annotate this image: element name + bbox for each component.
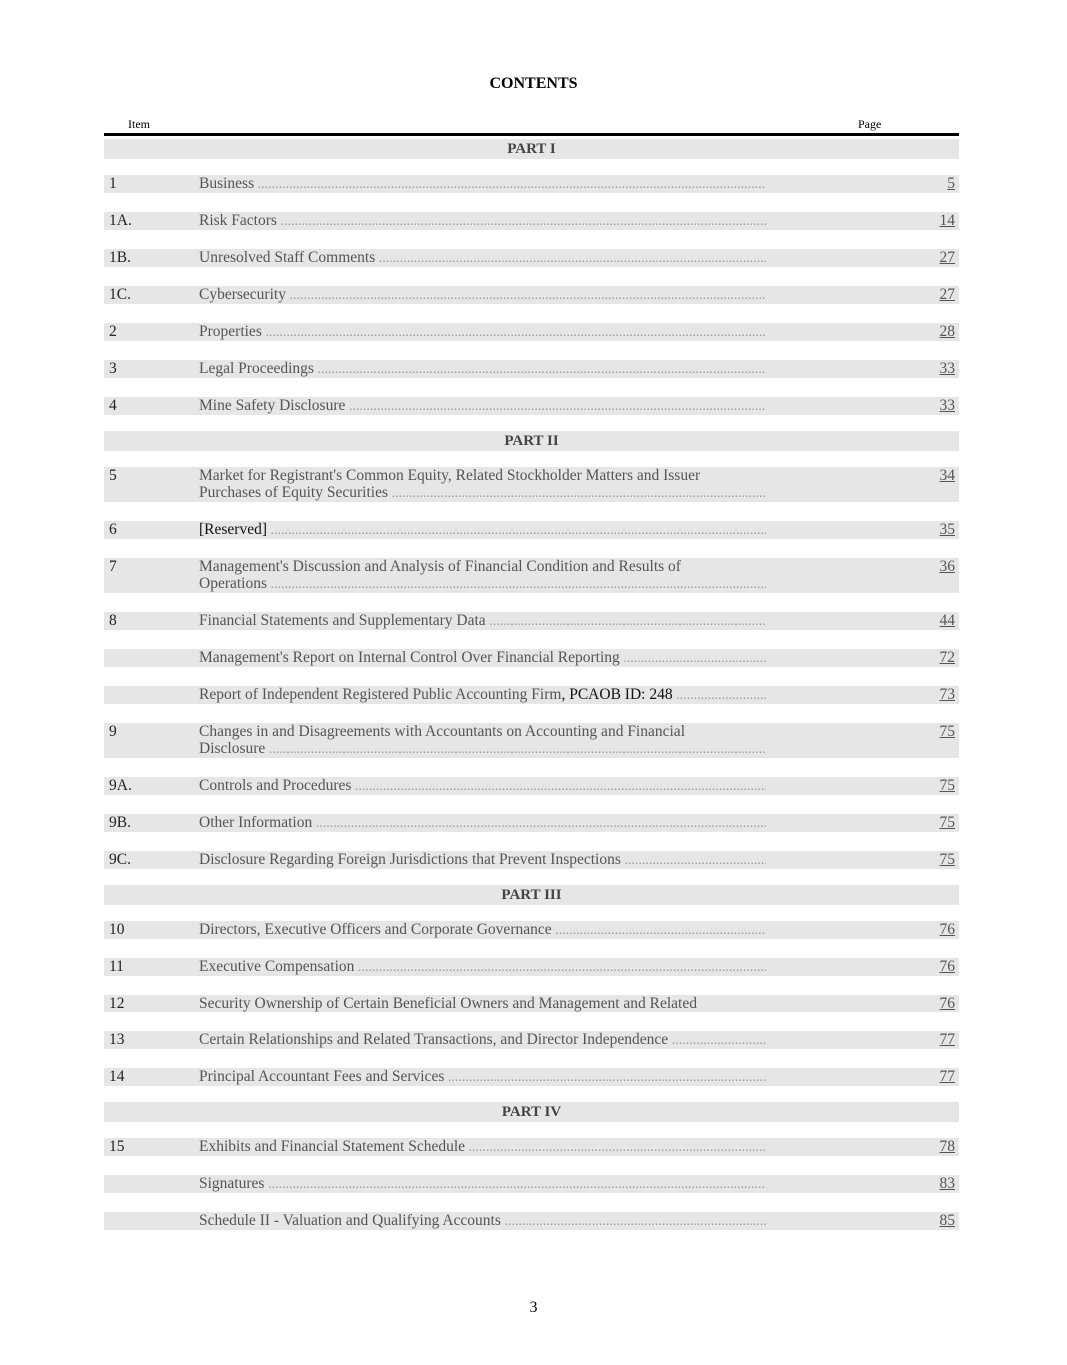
item-title-suffix: , PCAOB ID: 248 <box>561 686 673 703</box>
toc-entry[interactable] <box>104 1138 959 1156</box>
toc-entry[interactable] <box>104 249 959 267</box>
toc-entry[interactable] <box>104 467 959 502</box>
page-link[interactable]: 33 <box>939 360 955 377</box>
item-number: 9A. <box>109 777 132 794</box>
item-title <box>199 1068 766 1086</box>
item-title-line: Risk Factors <box>199 212 277 229</box>
item-number: 1A. <box>109 212 132 229</box>
item-title-line: Executive Compensation <box>199 958 355 975</box>
toc-entry[interactable] <box>104 286 959 304</box>
item-title <box>199 1031 766 1049</box>
item-title <box>199 723 766 758</box>
toc-entry[interactable] <box>104 921 959 939</box>
page-link[interactable]: 76 <box>939 921 955 938</box>
toc-entry[interactable] <box>104 1175 959 1193</box>
column-header-page: Page <box>858 117 882 131</box>
page-link[interactable]: 78 <box>939 1138 955 1155</box>
toc-entry[interactable] <box>104 397 959 415</box>
item-number: 2 <box>109 323 117 340</box>
item-title <box>199 175 766 193</box>
toc-entry[interactable] <box>104 612 959 630</box>
item-title-line: Schedule II - Valuation and Qualifying Accounts <box>199 1212 501 1229</box>
page-link[interactable]: 77 <box>939 1031 955 1048</box>
toc-entry[interactable] <box>104 851 959 869</box>
item-number: 14 <box>109 1068 125 1085</box>
item-title-line: Purchases of Equity Securities <box>199 484 388 501</box>
item-title-line: Business <box>199 175 255 192</box>
page-link[interactable]: 44 <box>939 612 955 629</box>
page-link[interactable]: 75 <box>939 814 955 831</box>
toc-entry[interactable] <box>104 1212 959 1230</box>
item-title <box>199 612 766 630</box>
toc-entry[interactable] <box>104 175 959 193</box>
column-header-item: Item <box>128 117 150 131</box>
page-number: 3 <box>529 1299 538 1316</box>
item-title <box>199 1212 766 1230</box>
toc-entry[interactable] <box>104 723 959 758</box>
item-number: 9C. <box>109 851 131 868</box>
page-link[interactable]: 27 <box>939 286 955 303</box>
item-number: 4 <box>109 397 117 414</box>
item-title <box>199 686 766 704</box>
item-number: 10 <box>109 921 125 938</box>
item-title-line: Operations <box>199 575 268 592</box>
item-number: 1C. <box>109 286 131 303</box>
toc-entry[interactable] <box>104 686 959 704</box>
item-title-line: Mine Safety Disclosure <box>199 397 346 414</box>
part-heading: PART IV <box>104 1102 959 1122</box>
item-title-line: Management's Discussion and Analysis of Financial Condition and Results of <box>199 558 681 575</box>
item-title-line: Report of Independent Registered Public Accounting Firm <box>199 686 562 703</box>
item-title-line: Financial Statements and Supplementary Data <box>199 612 486 629</box>
page-link[interactable]: 27 <box>939 249 955 266</box>
item-title-line: Disclosure <box>199 740 266 757</box>
item-title-line: Legal Proceedings <box>199 360 314 377</box>
item-number: 5 <box>109 467 117 484</box>
item-title-line: Exhibits and Financial Statement Schedule <box>199 1138 466 1155</box>
item-number: 13 <box>109 1031 125 1048</box>
page-link[interactable]: 35 <box>939 521 955 538</box>
page-link[interactable]: 76 <box>939 995 955 1012</box>
page-link[interactable]: 73 <box>939 686 955 703</box>
item-title <box>199 649 766 667</box>
toc-entry[interactable] <box>104 958 959 976</box>
item-number: 7 <box>109 558 117 575</box>
item-title-line: Disclosure Regarding Foreign Jurisdictions that Prevent Inspections <box>199 851 621 868</box>
item-title-line: [Reserved] <box>199 521 267 538</box>
item-title-line: Controls and Procedures <box>199 777 352 794</box>
item-number: 1 <box>109 175 117 192</box>
item-title <box>199 249 766 267</box>
item-title <box>199 921 766 939</box>
item-title-line: Security Ownership of Certain Beneficial Owners and Management and Related <box>199 995 697 1012</box>
page-link[interactable]: 75 <box>939 777 955 794</box>
toc-entry[interactable] <box>104 1031 959 1049</box>
item-title-line: Management's Report on Internal Control Over Financial Reporting <box>199 649 620 666</box>
item-title <box>199 995 766 1012</box>
item-title <box>199 1175 766 1193</box>
item-title <box>199 397 766 415</box>
item-number: 1B. <box>109 249 131 266</box>
item-title-line: Unresolved Staff Comments <box>199 249 376 266</box>
item-title-line: Directors, Executive Officers and Corporate Governance <box>199 921 552 938</box>
item-title <box>199 777 766 795</box>
item-title <box>199 212 766 230</box>
page-link[interactable]: 85 <box>939 1212 955 1229</box>
page-link[interactable]: 14 <box>939 212 955 229</box>
item-title <box>199 851 766 869</box>
toc-entry[interactable] <box>104 558 959 593</box>
item-title-line: Market for Registrant's Common Equity, Related Stockholder Matters and Issuer <box>199 467 701 484</box>
item-title-line: Cybersecurity <box>199 286 286 303</box>
item-title <box>199 558 766 593</box>
page-link[interactable]: 83 <box>939 1175 955 1192</box>
part-heading: PART III <box>104 885 959 905</box>
item-title <box>199 286 766 304</box>
item-title <box>199 467 766 502</box>
table-of-contents <box>104 139 959 1230</box>
item-number: 9B. <box>109 814 131 831</box>
page-link[interactable]: 34 <box>939 467 955 484</box>
item-title-line: Signatures <box>199 1175 265 1192</box>
item-number: 9 <box>109 723 117 740</box>
item-title-line: Certain Relationships and Related Transactions, and Director Independence <box>199 1031 669 1048</box>
header-rule <box>104 133 959 136</box>
item-title <box>199 958 766 976</box>
toc-entry[interactable] <box>104 814 959 832</box>
page-link[interactable]: 5 <box>947 175 955 192</box>
toc-entry[interactable] <box>104 323 959 341</box>
toc-entry[interactable] <box>104 212 959 230</box>
item-number: 11 <box>109 958 124 975</box>
page-link[interactable]: 33 <box>939 397 955 414</box>
toc-entry[interactable] <box>104 1068 959 1086</box>
item-title-line: Other Information <box>199 814 313 831</box>
page-link[interactable]: 77 <box>939 1068 955 1085</box>
item-number: 6 <box>109 521 117 538</box>
item-title <box>199 814 766 832</box>
part-heading: PART II <box>104 431 959 451</box>
toc-entry[interactable] <box>104 995 959 1012</box>
page-link[interactable]: 72 <box>939 649 955 666</box>
toc-entry[interactable] <box>104 360 959 378</box>
toc-entry[interactable] <box>104 649 959 667</box>
page-link[interactable]: 28 <box>939 323 955 340</box>
item-title <box>199 521 766 539</box>
page-link[interactable]: 76 <box>939 958 955 975</box>
item-title <box>199 360 766 378</box>
item-title-line: Properties <box>199 323 262 340</box>
item-number: 3 <box>109 360 117 377</box>
item-title-line: Principal Accountant Fees and Services <box>199 1068 445 1085</box>
part-heading: PART I <box>104 139 959 159</box>
item-number: 15 <box>109 1138 125 1155</box>
page-link[interactable]: 36 <box>939 558 955 575</box>
page-link[interactable]: 75 <box>939 723 955 740</box>
item-title <box>199 1138 766 1156</box>
item-number: 12 <box>109 995 125 1012</box>
page-link[interactable]: 75 <box>939 851 955 868</box>
page-title: CONTENTS <box>489 75 578 92</box>
item-title-line: Changes in and Disagreements with Accountants on Accounting and Financial <box>199 723 685 740</box>
item-number: 8 <box>109 612 117 629</box>
toc-entry[interactable] <box>104 777 959 795</box>
toc-entry[interactable] <box>104 521 959 539</box>
item-title <box>199 323 766 341</box>
